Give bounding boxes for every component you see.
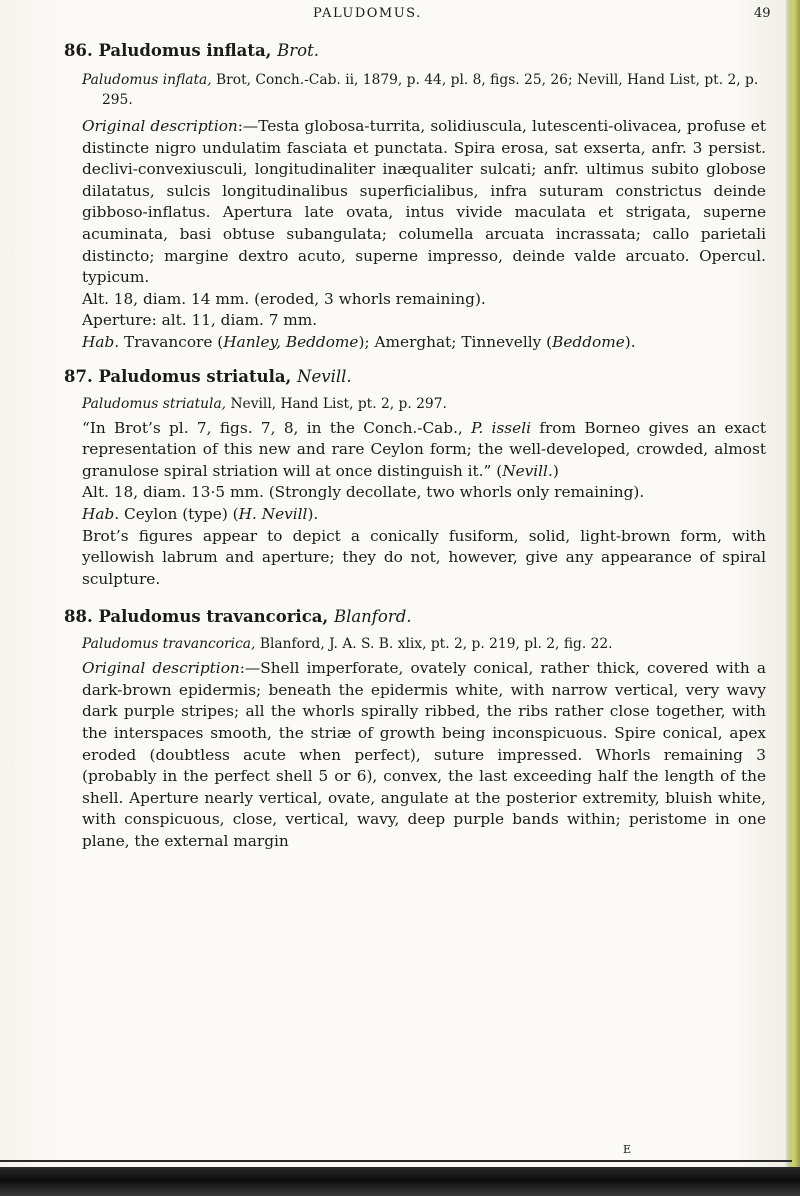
running-head: PALUDOMUS. — [313, 6, 422, 21]
printer-signature-mark: E — [623, 1143, 632, 1156]
species-title: 86. Paludomus inflata, Brot. — [64, 41, 319, 60]
scan-binding-edge — [0, 1167, 800, 1196]
measurement-aperture: Aperture: alt. 11, diam. 7 mm. — [82, 311, 318, 330]
species-title: 87. Paludomus striatula, Nevill. — [64, 366, 352, 386]
species-88 — [64, 606, 766, 852]
species-87 — [64, 366, 766, 591]
species-86 — [64, 40, 766, 354]
measurement-alt: Alt. 18, diam. 14 mm. (eroded, 3 whorls remaining). — [82, 289, 486, 308]
synonymy: Paludomus inflata, Brot, Conch.-Cab. ii, 1879, p. 44, pl. 8, figs. 25, 26; Nevill, Hand List, pt. 2, p. 295. — [82, 72, 759, 108]
synonymy: Paludomus striatula, Nevill, Hand List, pt. 2, p. 297. — [82, 395, 447, 412]
page-edge-shadow — [786, 0, 800, 1196]
original-description: Original description:—Testa globosa-turrita, solidiuscula, lutescenti-olivacea, profuse et distincte nigro undulatim fasciata et punctata. Spira erosa, sat exserta, anfr. 3 persist. declivi-convexiusculi, longitudinaliter inæqualiter sulcati; anfr. ultimus subito globose dilatatus, sulcis longitudinalibus superficialibus, infra suturam constrictus deinde gibboso-inflatus. Apertura late ovata, intus vivide maculata et strigata, superne acuminata, basi obtuse subangulata; columella arcuata incrassata; callo parietali distincto; margine dextro acuto, superne impresso, deinde valde arcuato. Opercul. typicum. — [82, 117, 766, 287]
original-description: Original description:—Shell imperforate, ovately conical, rather thick, covered with a dark-brown epidermis; beneath the epidermis white, with narrow vertical, very wavy dark purple stripes; all the whorls spirally ribbed, the ribs rather close together, with the interspaces smooth, the striæ of growth being inconspicuous. Spire conical, apex eroded (doubtless acute when perfect), suture impressed. Whorls remaining 3 (probably in the perfect shell 5 or 6), convex, the last exceeding half the length of the shell. Aperture nearly vertical, ovate, angulate at the posterior extremity, bluish white, with conspicuous, close, vertical, wavy, deep purple bands within; peristome in one plane, the external margin — [82, 659, 766, 851]
synonymy: Paludomus travancorica, Blanford, J. A. S. B. xlix, pt. 2, p. 219, pl. 2, fig. 22. — [82, 636, 613, 653]
page-number: 49 — [754, 6, 771, 21]
measurement-alt: Alt. 18, diam. 13·5 mm. (Strongly decollate, two whorls only remaining). — [82, 483, 645, 502]
habitat: Hab. Ceylon (type) (H. Nevill). — [82, 504, 319, 523]
nevill-quote: “In Brot’s pl. 7, figs. 7, 8, in the Conch.-Cab., P. isseli from Borneo gives an exact representation of this new and rare Ceylon form; the well-developed, crowded, almost granulose spiral striation will at once distinguish it.” (Nevill.) — [82, 418, 766, 480]
page-header — [0, 6, 800, 28]
remark: Brot’s figures appear to depict a conically fusiform, solid, light-brown form, with yellowish labrum and aperture; they do not, however, give any appearance of spiral sculpture. — [82, 526, 766, 588]
species-title: 88. Paludomus travancorica, Blanford. — [64, 607, 412, 627]
habitat: Hab. Travancore (Hanley, Beddome); Amerghat; Tinnevelly (Beddome). — [82, 332, 636, 351]
page-body — [64, 40, 766, 853]
rule — [0, 1160, 792, 1162]
